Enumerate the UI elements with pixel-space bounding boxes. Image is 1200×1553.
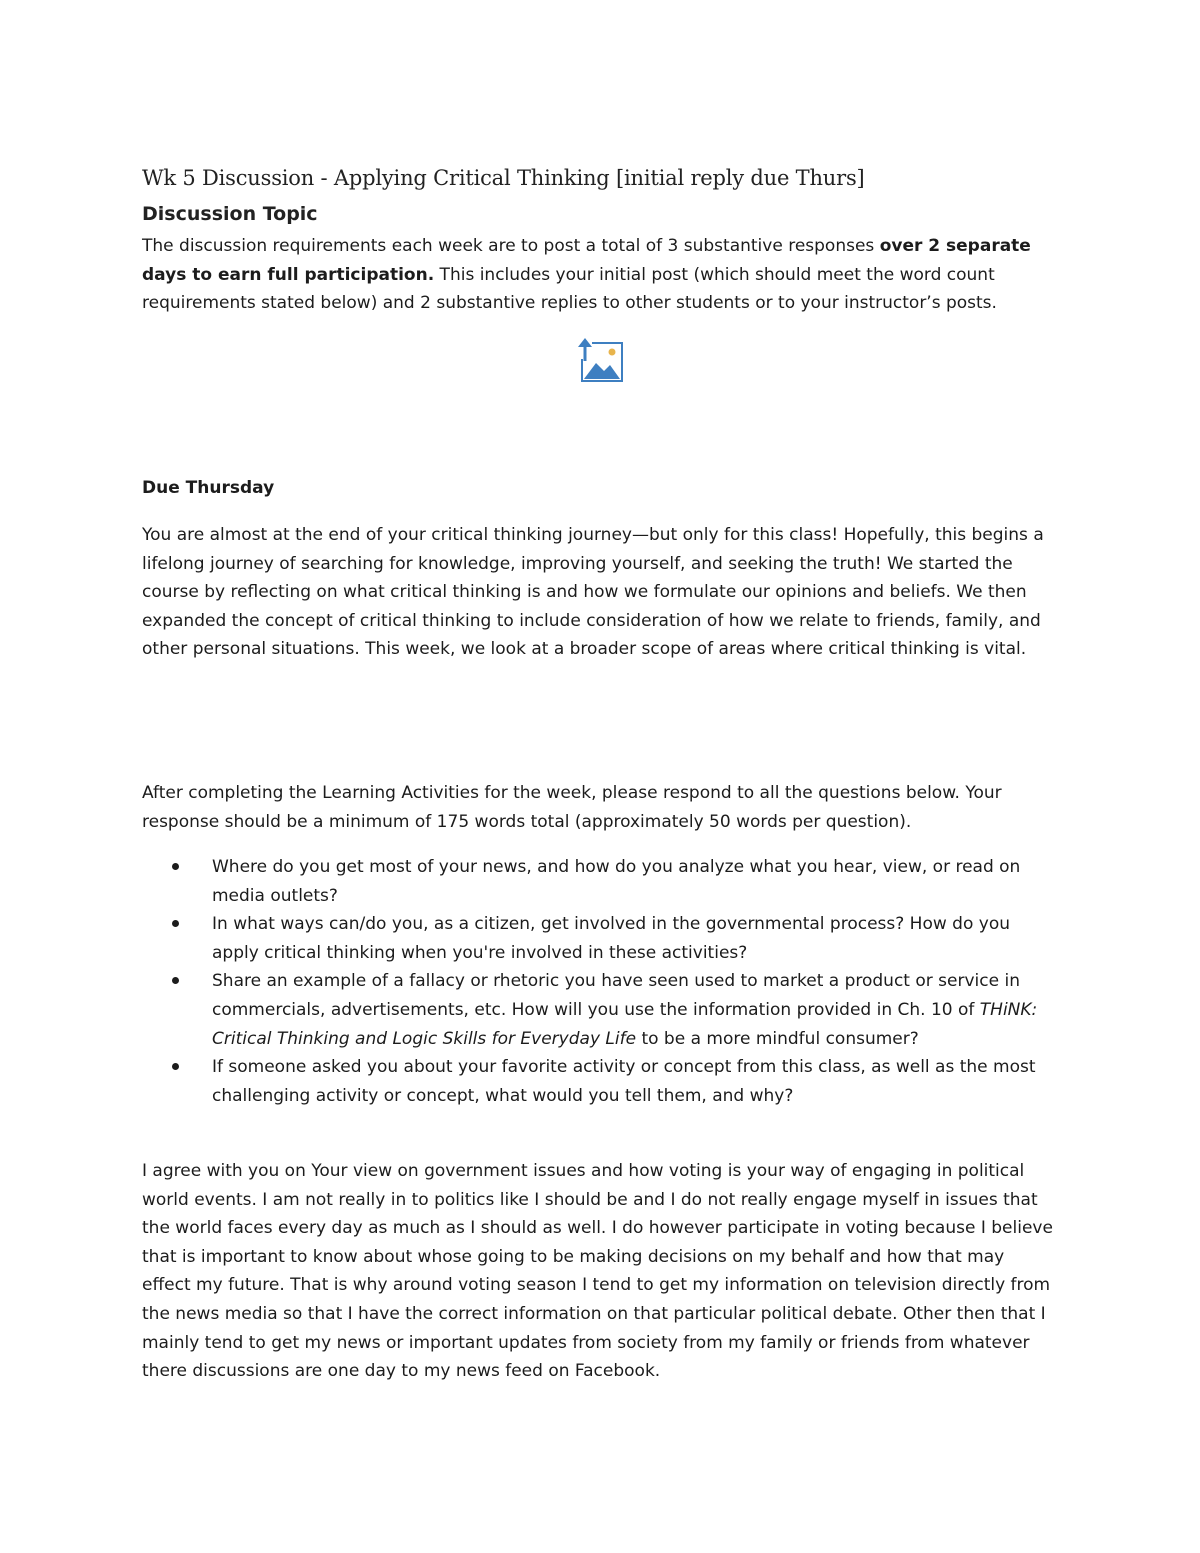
image-placeholder-icon xyxy=(576,337,626,385)
question-text-2: to be a more mindful consumer? xyxy=(636,1028,919,1049)
intro-text-1: The discussion requirements each week are to post a total of 3 substantive responses xyxy=(142,236,880,256)
list-item xyxy=(142,853,1062,910)
questions-list xyxy=(142,853,1062,1110)
instructions-paragraph: After completing the Learning Activities for the week, please respond to all the questions below. Your response should be a minimum of 175 words total (approximately 50 words per question). xyxy=(142,783,1002,832)
journey-paragraph: You are almost at the end of your critical thinking journey—but only for this class! Hopefully, this begins a lifelong journey of searching for knowledge, improving yourself, and seeking the truth! We started the course by reflecting on what critical thinking is and how we formulate our opinions and beliefs. We then expanded the concept of critical thinking to include consideration of how we relate to friends, family, and other personal situations. This week, we look at a broader scope of areas where critical thinking is vital. xyxy=(142,525,1044,660)
question-text: Where do you get most of your news, and how do you analyze what you hear, view, or read on media outlets? xyxy=(212,857,1021,906)
intro-paragraph xyxy=(142,232,1057,318)
list-item xyxy=(142,1053,1062,1110)
reply-paragraph: I agree with you on Your view on government issues and how voting is your way of engaging in political world events. I am not really in to politics like I should be and I do not really engage myself in issues that the world faces every day as much as I should as well. I do however participate in voting because I believe that is important to know about whose going to be making decisions on my behalf and how that may effect my future. That is why around voting season I tend to get my information on television directly from the news media so that I have the correct information on that particular political debate. Other then that I mainly tend to get my news or important updates from society from my family or friends from whatever there discussions are one day to my news feed on Facebook. xyxy=(142,1161,1053,1382)
bullet-icon xyxy=(172,977,179,984)
list-item xyxy=(142,910,1062,967)
list-item xyxy=(142,967,1062,1053)
book-title: THiNK: Critical Thinking and Logic Skills for Everyday Life xyxy=(212,999,1038,1049)
question-text-1: Share an example of a fallacy or rhetoric you have seen used to market a product or service in commercials, advertisements, etc. How will you use the information provided in Ch. 10 of xyxy=(212,971,1020,1020)
bullet-icon xyxy=(172,1063,179,1070)
due-thursday-heading: Due Thursday xyxy=(142,478,275,498)
page-title: Wk 5 Discussion - Applying Critical Thinking [initial reply due Thurs] xyxy=(142,166,865,190)
intro-text-2: This includes your initial post (which should meet the word count requirements stated below) and 2 substantive replies to other students or to your instructor’s posts. xyxy=(142,264,997,314)
bullet-icon xyxy=(172,863,179,870)
bullet-icon xyxy=(172,920,179,927)
question-text: In what ways can/do you, as a citizen, get involved in the governmental process? How do you apply critical thinking when you're involved in these activities? xyxy=(212,914,1011,963)
discussion-topic-heading: Discussion Topic xyxy=(142,203,318,225)
question-text: If someone asked you about your favorite activity or concept from this class, as well as the most challenging activity or concept, what would you tell them, and why? xyxy=(212,1057,1036,1106)
intro-bold-text: over 2 separate days to earn full participation. xyxy=(142,236,1031,285)
